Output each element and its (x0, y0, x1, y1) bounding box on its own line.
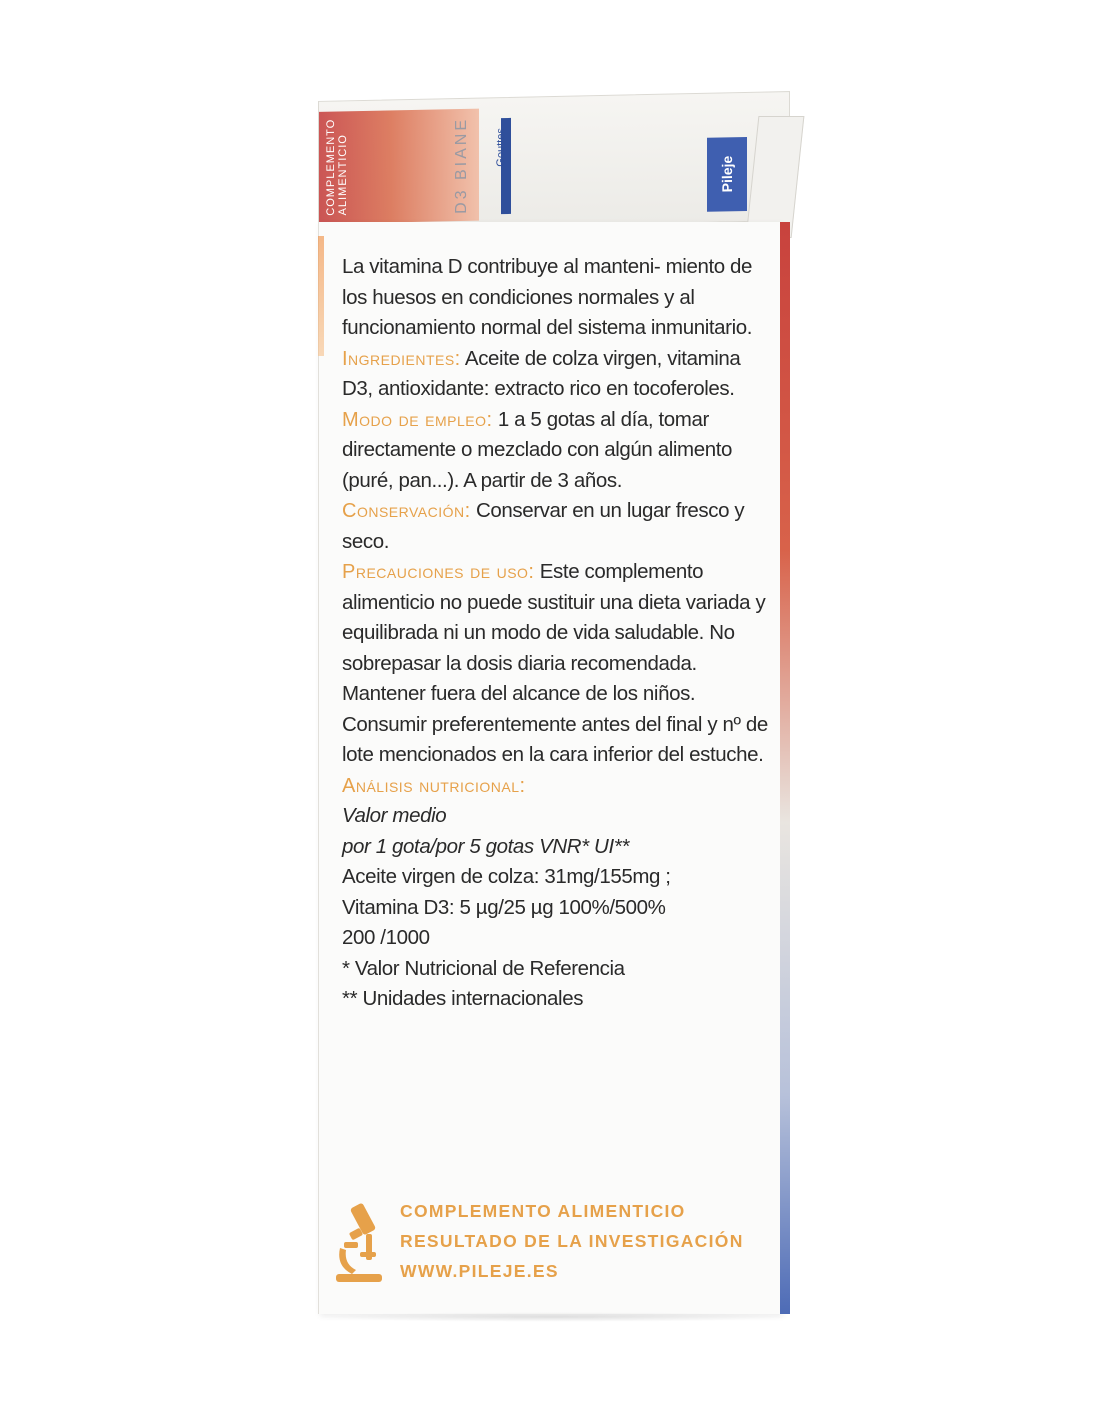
label-footer (330, 1196, 770, 1296)
footnote-vnr: * Valor Nutricional de Referencia (342, 956, 625, 980)
flap-brand-name: D3 BIANE (453, 116, 470, 215)
footer-text (400, 1196, 744, 1286)
flap-brand-logo: Pileje (707, 137, 747, 212)
footnote-ui: ** Unidades internacionales (342, 987, 584, 1010)
nutrition-average-label: Valor medio (342, 804, 447, 827)
box-right-edge (780, 222, 790, 1314)
microscope-icon (330, 1200, 390, 1292)
ingredients-section (342, 344, 772, 405)
storage-section (342, 496, 772, 557)
box-left-stripe (318, 236, 324, 356)
nutrition-vitamin-line: Vitamina D3: 5 µg/25 µg 100%/500% (342, 895, 666, 919)
ingredients-text: Aceite de colza virgen, vitamina D3, antioxidante: extracto rico en tocoferoles. (342, 346, 741, 400)
footer-line-1: COMPLEMENTO ALIMENTICIO (400, 1201, 686, 1221)
nutrition-ui-line: 200 /1000 (342, 926, 430, 949)
ingredients-heading: Ingredientes: (342, 347, 461, 370)
footer-line-2: RESULTADO DE LA INVESTIGACIÓN (400, 1231, 744, 1251)
nutrition-heading: Análisis nutricional: (342, 774, 526, 797)
nutrition-oil-line: Aceite virgen de colza: 31mg/155mg ; (342, 865, 671, 888)
flap-red-band-text: COMPLEMENTO ALIMENTICIO (325, 118, 349, 216)
precautions-heading: Precauciones de uso: (342, 561, 535, 583)
intro-paragraph: La vitamina D contribuye al manteni- miento de los huesos en condiciones normales y al funcionamiento normal del sistema inmunitario. (342, 255, 753, 339)
flap-blue-text: Gouttes (495, 127, 507, 167)
storage-text: Conservar en un lugar fresco y seco. (342, 499, 745, 553)
usage-section (342, 405, 772, 497)
usage-text: 1 a 5 gotas al día, tomar directamente o mezclado con algún alimento (puré, pan...). A partir de 3 años. (342, 407, 733, 492)
storage-heading: Conservación: (342, 500, 471, 522)
box-top-flap (318, 91, 790, 231)
box-shadow (314, 1312, 794, 1322)
nutrition-per-drop-label: por 1 gota/por 5 gotas VNR* UI** (342, 834, 629, 858)
label-text-block (342, 252, 772, 1015)
precautions-section (342, 557, 772, 771)
usage-heading: Modo de empleo: (342, 408, 493, 431)
footer-line-3: WWW.PILEJE.ES (400, 1261, 559, 1281)
precautions-text: Este complemento alimenticio no puede sustituir una dieta variada y equilibrada ni un modo de vida saludable. No sobrepasar la dosis diaria recomendada. Mantener fuera del alcance de los niños. Consumir preferentemente antes del final y nº de lote mencionados en la cara inferior del estuche. (342, 560, 768, 766)
